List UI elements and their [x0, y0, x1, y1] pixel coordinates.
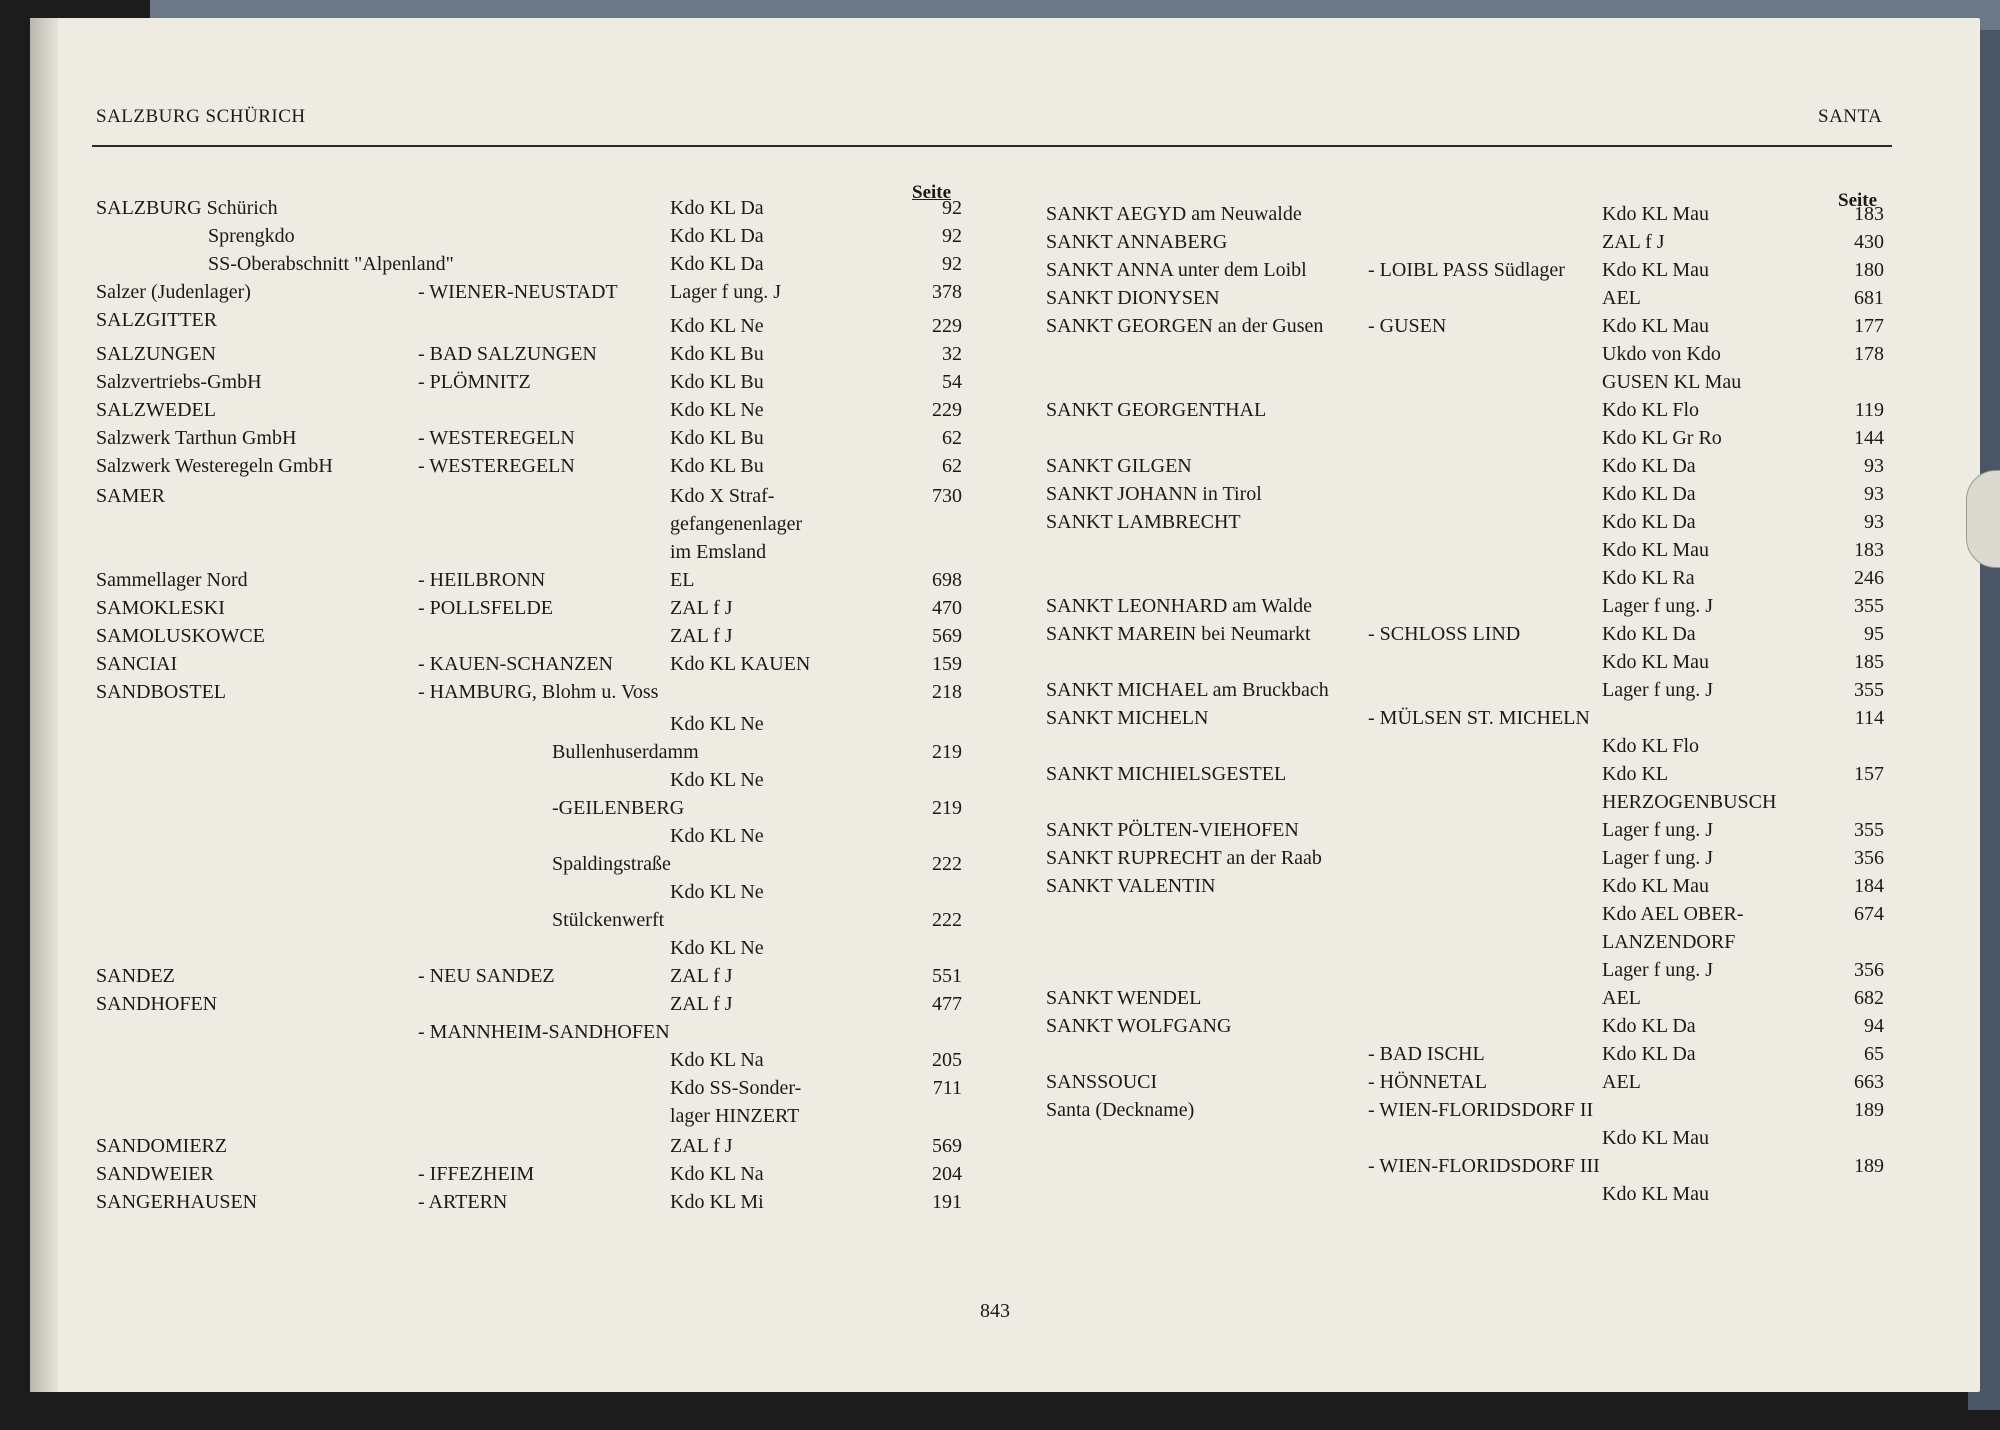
index-entry-name: SANKT MICHIELSGESTEL — [1046, 763, 1287, 785]
index-entry-category: Kdo KL Ne — [670, 399, 764, 421]
index-entry-page: 119 — [1854, 399, 1884, 421]
index-entry-page: 222 — [932, 853, 962, 875]
index-entry-page: 663 — [1854, 1071, 1884, 1093]
index-entry-category: lager HINZERT — [670, 1105, 800, 1127]
index-entry-location: - IFFEZHEIM — [418, 1163, 535, 1185]
index-entry-page: 205 — [932, 1049, 962, 1071]
index-entry-name: SANDOMIERZ — [96, 1135, 228, 1157]
index-entry-location: - ARTERN — [418, 1191, 508, 1213]
index-entry-category: Kdo KL Ra — [1602, 567, 1695, 589]
index-entry-category: Kdo KL Mau — [1602, 315, 1710, 337]
index-entry-name: SALZBURG Schürich — [96, 197, 278, 219]
index-entry-category: Kdo KL Na — [670, 1163, 764, 1185]
index-entry-category: ZAL f J — [670, 993, 733, 1015]
index-entry-page: 93 — [1864, 483, 1884, 505]
index-entry-category: Kdo KL Mau — [1602, 1127, 1710, 1149]
index-entry-page: 219 — [932, 741, 962, 763]
page-gutter — [30, 18, 58, 1392]
index-entry-page: 730 — [932, 485, 962, 507]
index-entry-page: 681 — [1854, 287, 1884, 309]
index-entry-location: - MANNHEIM-SANDHOFEN — [418, 1021, 670, 1043]
index-entry-name: SANDEZ — [96, 965, 175, 987]
index-entry-name: SAMOLUSKOWCE — [96, 625, 265, 647]
index-entry-category: Lager f ung. J — [1602, 679, 1714, 701]
index-entry-name: SANDBOSTEL — [96, 681, 227, 703]
index-entry-page: 185 — [1854, 651, 1884, 673]
index-entry-location: Spaldingstraße — [552, 853, 671, 875]
index-entry-category: ZAL f J — [670, 1135, 733, 1157]
index-entry-location: - HÖNNETAL — [1368, 1071, 1487, 1093]
index-entry-page: 355 — [1854, 819, 1884, 841]
index-entry-category: im Emsland — [670, 541, 767, 563]
index-entry-category: Kdo KL Ne — [670, 881, 764, 903]
index-entry-page: 95 — [1864, 623, 1884, 645]
index-entry-category: Kdo KL Da — [1602, 511, 1696, 533]
index-entry-page: 180 — [1854, 259, 1884, 281]
index-entry-page: 229 — [932, 315, 962, 337]
index-entry-category: Kdo KL Na — [670, 1049, 764, 1071]
index-entry-category: Lager f ung. J — [1602, 819, 1714, 841]
index-entry-page: 93 — [1864, 511, 1884, 533]
index-entry-name: SANKT VALENTIN — [1046, 875, 1216, 897]
index-entry-category: Kdo KL Gr Ro — [1602, 427, 1722, 449]
index-entry-page: 92 — [942, 197, 962, 219]
index-entry-page: 92 — [942, 253, 962, 275]
index-entry-name: SANKT DIONYSEN — [1046, 287, 1220, 309]
index-entry-category: HERZOGENBUSCH — [1602, 791, 1777, 813]
index-entry-location: - SCHLOSS LIND — [1368, 623, 1521, 645]
index-entry-page: 551 — [932, 965, 962, 987]
index-entry-page: 477 — [932, 993, 962, 1015]
index-entry-page: 204 — [932, 1163, 962, 1185]
index-entry-category: Kdo KL Bu — [670, 455, 764, 477]
index-entry-page: 711 — [932, 1077, 962, 1099]
index-entry-page: 356 — [1854, 959, 1884, 981]
index-entry-name: Salzwerk Westeregeln GmbH — [96, 455, 333, 477]
index-entry-category: Kdo KL Mau — [1602, 539, 1710, 561]
index-entry-location: - BAD SALZUNGEN — [418, 343, 597, 365]
index-entry-category: Lager f ung. J — [670, 281, 782, 303]
index-entry-page: 430 — [1854, 231, 1884, 253]
index-entry-category: Kdo KL Mau — [1602, 651, 1710, 673]
index-entry-name: Sprengkdo — [208, 225, 295, 247]
index-entry-category: Kdo KL Bu — [670, 371, 764, 393]
running-header-left: SALZBURG SCHÜRICH — [96, 106, 306, 127]
index-entry-name: Salzer (Judenlager) — [96, 281, 251, 303]
index-entry-category: Kdo KL Bu — [670, 343, 764, 365]
index-entry-category: ZAL f J — [670, 965, 733, 987]
index-entry-name: SANKT MAREIN bei Neumarkt — [1046, 623, 1311, 645]
index-entry-page: 698 — [932, 569, 962, 591]
index-entry-page: 177 — [1854, 315, 1884, 337]
index-entry-page: 184 — [1854, 875, 1884, 897]
index-entry-location: - MÜLSEN ST. MICHELN — [1368, 707, 1590, 729]
index-entry-name: SANKT MICHAEL am Bruckbach — [1046, 679, 1329, 701]
index-entry-category: Kdo KL Ne — [670, 315, 764, 337]
index-entry-category: Kdo KL Mi — [670, 1191, 764, 1213]
index-entry-location: - HAMBURG, Blohm u. Voss — [418, 681, 659, 703]
index-entry-category: AEL — [1602, 287, 1641, 309]
index-entry-page: 222 — [932, 909, 962, 931]
index-entry-name: SANKT MICHELN — [1046, 707, 1209, 729]
index-entry-page: 54 — [942, 371, 962, 393]
index-entry-category: Kdo KL Da — [1602, 483, 1696, 505]
index-entry-category: Kdo KL Da — [1602, 455, 1696, 477]
index-entry-name: SANKT ANNA unter dem Loibl — [1046, 259, 1307, 281]
index-entry-category: Lager f ung. J — [1602, 959, 1714, 981]
index-entry-page: 229 — [932, 399, 962, 421]
index-entry-name: SANKT GEORGENTHAL — [1046, 399, 1267, 421]
index-entry-name: SANKT WOLFGANG — [1046, 1015, 1232, 1037]
index-entry-name: SAMER — [96, 485, 165, 507]
index-entry-category: Kdo KL Da — [670, 225, 764, 247]
index-entry-name: SANKT LAMBRECHT — [1046, 511, 1241, 533]
index-entry-location: Bullenhuserdamm — [552, 741, 699, 763]
index-entry-location: - GUSEN — [1368, 315, 1447, 337]
index-entry-page: 94 — [1864, 1015, 1884, 1037]
index-entry-name: SANSSOUCI — [1046, 1071, 1158, 1093]
index-entry-location: - WIEN-FLORIDSDORF II — [1368, 1099, 1594, 1121]
index-entry-category: Ukdo von Kdo — [1602, 343, 1721, 365]
index-entry-location: - PLÖMNITZ — [418, 371, 531, 393]
index-entry-name: SALZWEDEL — [96, 399, 216, 421]
index-entry-category: Kdo KL Ne — [670, 825, 764, 847]
running-header-right: SANTA — [1818, 106, 1883, 127]
index-entry-name: Salzwerk Tarthun GmbH — [96, 427, 297, 449]
index-entry-location: - LOIBL PASS Südlager — [1368, 259, 1565, 281]
index-entry-page: 159 — [932, 653, 962, 675]
index-entry-page: 62 — [942, 455, 962, 477]
index-entry-category: Kdo KL Da — [1602, 1043, 1696, 1065]
index-entry-category: ZAL f J — [670, 625, 733, 647]
index-entry-page: 569 — [932, 625, 962, 647]
index-entry-category: Kdo AEL OBER- — [1602, 903, 1744, 925]
index-entry-location: - HEILBRONN — [418, 569, 546, 591]
index-entry-name: SS-Oberabschnitt "Alpenland" — [208, 253, 454, 275]
index-entry-category: GUSEN KL Mau — [1602, 371, 1742, 393]
index-entry-name: Sammellager Nord — [96, 569, 248, 591]
index-entry-category: Kdo KL Ne — [670, 937, 764, 959]
index-entry-location: -GEILENBERG — [552, 797, 685, 819]
index-entry-name: SANKT GEORGEN an der Gusen — [1046, 315, 1324, 337]
index-entry-page: 246 — [1854, 567, 1884, 589]
index-entry-category: AEL — [1602, 987, 1641, 1009]
index-entry-name: SALZGITTER — [96, 309, 218, 331]
index-entry-name: SALZUNGEN — [96, 343, 216, 365]
index-entry-page: 65 — [1864, 1043, 1884, 1065]
index-entry-name: SANKT WENDEL — [1046, 987, 1202, 1009]
index-entry-page: 674 — [1854, 903, 1884, 925]
index-entry-location: - WESTEREGELN — [418, 427, 575, 449]
index-entry-category: ZAL f J — [670, 597, 733, 619]
index-entry-page: 219 — [932, 797, 962, 819]
index-entry-category: Kdo KL Ne — [670, 769, 764, 791]
index-entry-location: Stülckenwerft — [552, 909, 665, 931]
index-entry-page: 189 — [1854, 1099, 1884, 1121]
index-entry-category: Kdo KL Flo — [1602, 399, 1700, 421]
index-entry-location: - WIEN-FLORIDSDORF III — [1368, 1155, 1600, 1177]
index-entry-location: - POLLSFELDE — [418, 597, 553, 619]
index-entry-category: Kdo KL KAUEN — [670, 653, 811, 675]
seite-header-right: Seite — [1838, 190, 1878, 211]
index-entry-name: SANGERHAUSEN — [96, 1191, 258, 1213]
index-entry-category: Kdo SS-Sonder- — [670, 1077, 802, 1099]
index-entry-category: Kdo KL Da — [1602, 1015, 1696, 1037]
index-entry-category: Kdo X Straf- — [670, 485, 775, 507]
index-entry-page: 32 — [942, 343, 962, 365]
index-entry-location: - NEU SANDEZ — [418, 965, 555, 987]
index-entry-location: - BAD ISCHL — [1368, 1043, 1485, 1065]
index-entry-name: SANKT ANNABERG — [1046, 231, 1228, 253]
page-number: 843 — [980, 1300, 1010, 1322]
index-entry-name: SANKT LEONHARD am Walde — [1046, 595, 1312, 617]
index-entry-category: Kdo KL Bu — [670, 427, 764, 449]
index-entry-page: 92 — [942, 225, 962, 247]
index-entry-category: gefangenenlager — [670, 513, 803, 535]
binder-tab — [1966, 470, 2000, 568]
index-entry-page: 355 — [1854, 595, 1884, 617]
index-entry-page: 144 — [1854, 427, 1884, 449]
index-entry-category: ZAL f J — [1602, 231, 1665, 253]
index-entry-category: Kdo KL Mau — [1602, 1183, 1710, 1205]
index-entry-location: - KAUEN-SCHANZEN — [418, 653, 613, 675]
index-entry-category: LANZENDORF — [1602, 931, 1736, 953]
index-entry-name: Santa (Deckname) — [1046, 1099, 1195, 1121]
index-entry-page: 183 — [1854, 203, 1884, 225]
index-entry-name: SANDHOFEN — [96, 993, 218, 1015]
header-rule — [92, 145, 1892, 147]
index-entry-category: Kdo KL Ne — [670, 713, 764, 735]
index-entry-name: SANKT RUPRECHT an der Raab — [1046, 847, 1322, 869]
index-entry-page: 183 — [1854, 539, 1884, 561]
index-entry-name: SANDWEIER — [96, 1163, 214, 1185]
index-entry-category: Lager f ung. J — [1602, 595, 1714, 617]
index-entry-category: Kdo KL Mau — [1602, 875, 1710, 897]
index-entry-page: 178 — [1854, 343, 1884, 365]
index-entry-page: 157 — [1854, 763, 1884, 785]
index-entry-page: 114 — [1854, 707, 1884, 729]
index-entry-category: Kdo KL Da — [1602, 623, 1696, 645]
index-entry-category: Lager f ung. J — [1602, 847, 1714, 869]
index-entry-location: - WESTEREGELN — [418, 455, 575, 477]
index-entry-page: 218 — [932, 681, 962, 703]
index-entry-category: Kdo KL Mau — [1602, 259, 1710, 281]
seite-header-left: Seite — [912, 182, 952, 203]
index-entry-name: SANKT PÖLTEN-VIEHOFEN — [1046, 819, 1299, 841]
index-entry-page: 189 — [1854, 1155, 1884, 1177]
index-entry-page: 191 — [932, 1191, 962, 1213]
index-entry-category: AEL — [1602, 1071, 1641, 1093]
index-entry-page: 62 — [942, 427, 962, 449]
index-entry-name: SAMOKLESKI — [96, 597, 225, 619]
index-entry-page: 470 — [932, 597, 962, 619]
index-entry-name: SANKT AEGYD am Neuwalde — [1046, 203, 1302, 225]
index-entry-page: 93 — [1864, 455, 1884, 477]
index-entry-name: SANKT GILGEN — [1046, 455, 1192, 477]
index-entry-name: SANCIAI — [96, 653, 178, 675]
index-entry-page: 355 — [1854, 679, 1884, 701]
index-entry-category: Kdo KL Mau — [1602, 203, 1710, 225]
index-entry-page: 569 — [932, 1135, 962, 1157]
index-entry-location: - WIENER-NEUSTADT — [418, 281, 618, 303]
index-entry-category: EL — [670, 569, 695, 591]
index-entry-name: Salzvertriebs-GmbH — [96, 371, 262, 393]
index-entry-page: 378 — [932, 281, 962, 303]
index-entry-page: 682 — [1854, 987, 1884, 1009]
index-entry-category: Kdo KL Da — [670, 197, 764, 219]
index-entry-name: SANKT JOHANN in Tirol — [1046, 483, 1262, 505]
index-entry-category: Kdo KL Flo — [1602, 735, 1700, 757]
index-entry-category: Kdo KL Da — [670, 253, 764, 275]
index-entry-page: 356 — [1854, 847, 1884, 869]
index-entry-category: Kdo KL — [1602, 763, 1669, 785]
